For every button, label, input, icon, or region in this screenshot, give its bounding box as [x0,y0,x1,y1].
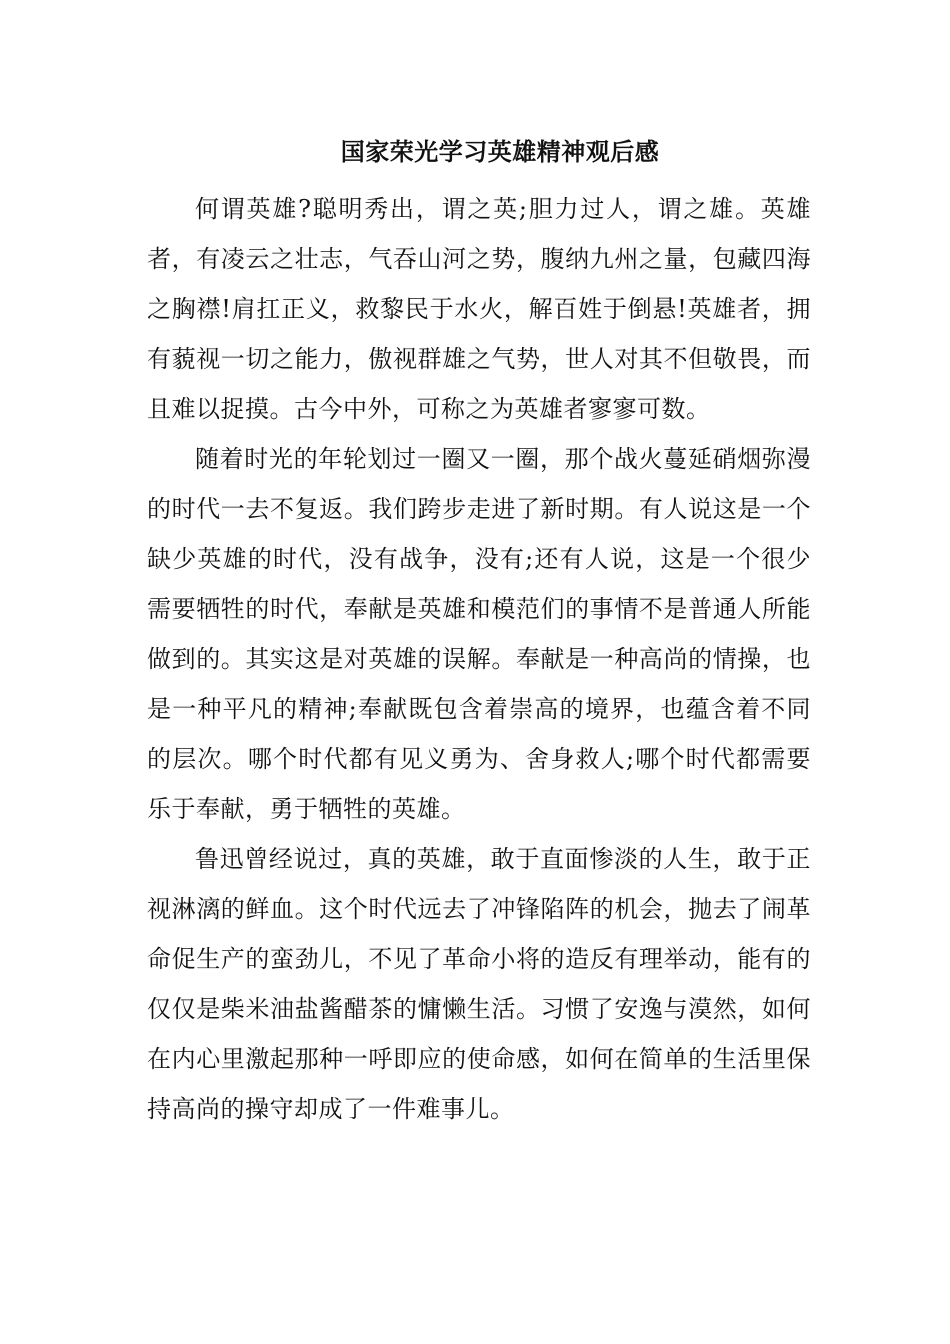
paragraph-3: 鲁迅曾经说过，真的英雄，敢于直面惨淡的人生，敢于正视淋漓的鲜血。这个时代远去了冲锋陷阵的机会，抛去了闹革命促生产的蛮劲儿，不见了革命小将的造反有理举动，能有的仅仅是柴米油盐酱醋茶的慵懒生活。习惯了安逸与漠然，如何在内心里激起那种一呼即应的使命感，如何在简单的生活里保持高尚的操守却成了一件难事儿。 [147,845,811,1123]
paragraph-2: 随着时光的年轮划过一圈又一圈，那个战火蔓延硝烟弥漫的时代一去不复返。我们跨步走进了新时期。有人说这是一个缺少英雄的时代，没有战争，没有;还有人说，这是一个很少需要牺牲的时代，奉献是英雄和模范们的事情不是普通人所能做到的。其实这是对英雄的误解。奉献是一种高尚的情操，也是一种平凡的精神;奉献既包含着崇高的境界，也蕴含着不同的层次。哪个时代都有见义勇为、舍身救人;哪个时代都需要乐于奉献，勇于牺牲的英雄。 [147,445,811,823]
document-title: 国家荣光学习英雄精神观后感 [340,137,660,166]
document-body [147,184,811,1134]
paragraph-1: 何谓英雄?聪明秀出，谓之英;胆力过人，谓之雄。英雄者，有凌云之壮志，气吞山河之势，腹纳九州之量，包藏四海之胸襟!肩扛正义，救黎民于水火，解百姓于倒悬!英雄者，拥有藐视一切之能力，傲视群雄之气势，世人对其不但敬畏，而且难以捉摸。古今中外，可称之为英雄者寥寥可数。 [147,195,811,423]
